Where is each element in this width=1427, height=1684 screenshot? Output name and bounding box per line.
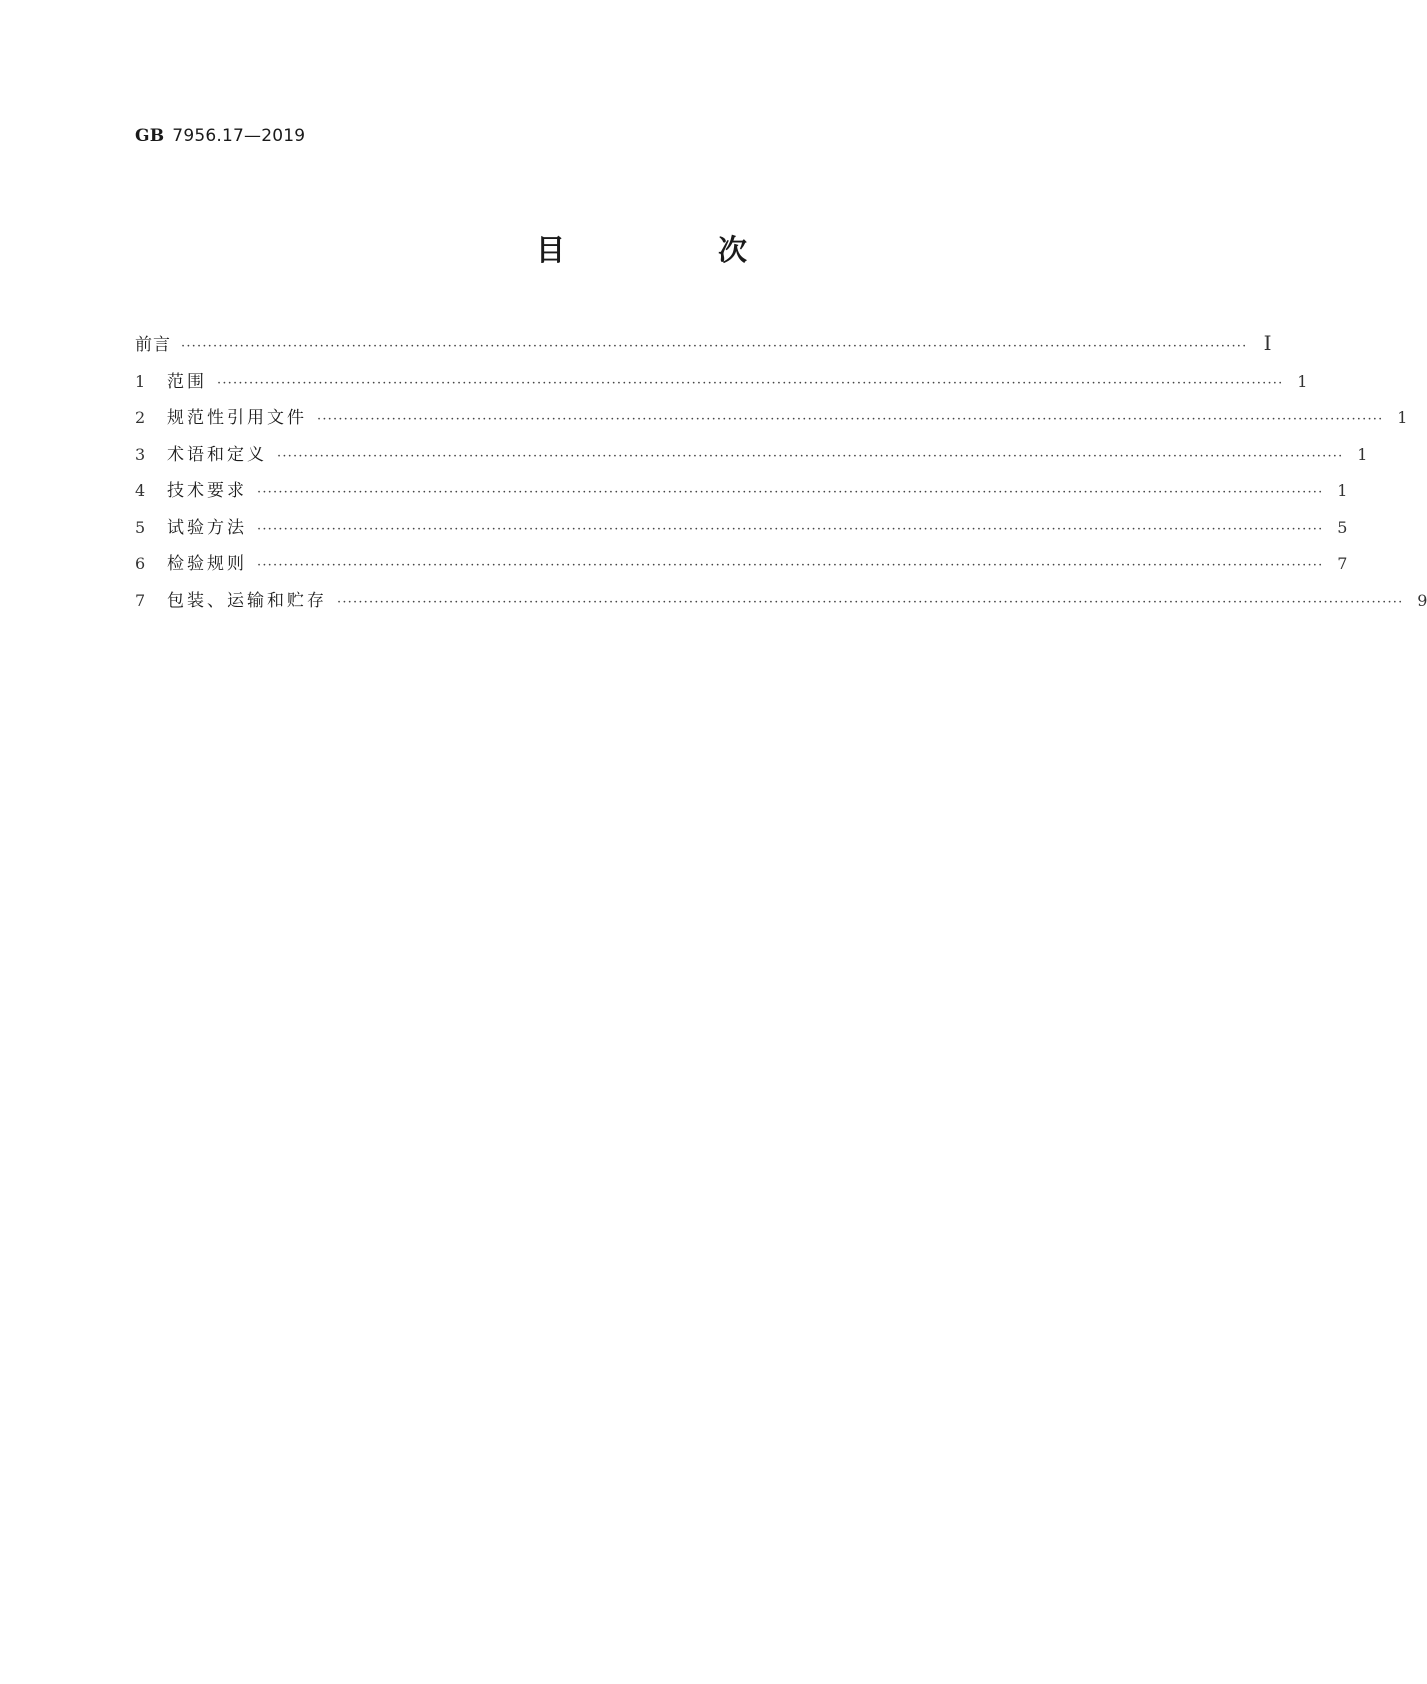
toc-entry-normative-references[interactable]	[135, 403, 1408, 440]
toc-entry-title: 检验规则	[167, 554, 247, 574]
toc-entry-technical-requirements[interactable]	[135, 476, 1348, 513]
toc-entry-title: 包装、运输和贮存	[167, 590, 327, 611]
toc-heading: 目 次	[536, 233, 810, 267]
toc-entry-page: 1	[1397, 408, 1408, 427]
toc-entry-number: 4	[135, 481, 146, 500]
table-of-contents	[135, 330, 1427, 622]
dot-leader: ········································································································································································································	[277, 448, 1344, 464]
toc-entry-number: 6	[135, 554, 146, 573]
toc-entry-page: 7	[1337, 554, 1348, 573]
dot-leader: ········································································································································································································	[181, 339, 1248, 354]
dot-leader: ········································································································································································································	[317, 412, 1384, 427]
standard-code-number: 7956.17—2019	[172, 126, 306, 146]
toc-entry-page: 1	[1297, 371, 1308, 391]
toc-entry-title: 技术要求	[167, 481, 247, 501]
toc-entry-page: 5	[1337, 517, 1348, 537]
toc-entry-packaging-transport-storage[interactable]	[135, 586, 1427, 623]
dot-leader: ········································································································································································································	[257, 558, 1324, 573]
toc-entry-page: Ⅰ	[1263, 331, 1272, 355]
dot-leader: ········································································································································································································	[337, 594, 1404, 610]
toc-entry-title: 范围	[167, 371, 207, 392]
toc-entry-title: 前言	[135, 335, 171, 355]
toc-entry-title: 试验方法	[167, 517, 247, 538]
toc-entry-page: 1	[1357, 444, 1368, 464]
toc-entry-number: 7	[135, 590, 146, 610]
toc-entry-number: 1	[135, 371, 146, 391]
toc-entry-test-methods[interactable]	[135, 513, 1348, 550]
toc-entry-title: 术语和定义	[167, 444, 267, 465]
toc-entry-page: 1	[1337, 481, 1348, 500]
toc-entry-number: 5	[135, 517, 146, 537]
dot-leader: ········································································································································································································	[257, 485, 1324, 500]
toc-entry-preface[interactable]	[135, 330, 1272, 367]
toc-entry-scope[interactable]	[135, 367, 1308, 404]
dot-leader: ········································································································································································································	[217, 375, 1284, 391]
toc-entry-inspection-rules[interactable]	[135, 549, 1348, 586]
toc-entry-page: 9	[1417, 590, 1427, 610]
toc-entry-number: 3	[135, 444, 146, 464]
standard-code-prefix: GB	[135, 126, 165, 146]
standard-code	[135, 126, 305, 146]
toc-entry-terms-definitions[interactable]	[135, 440, 1368, 477]
toc-entry-number: 2	[135, 408, 146, 427]
dot-leader: ········································································································································································································	[257, 521, 1324, 537]
toc-entry-title: 规范性引用文件	[167, 408, 307, 428]
